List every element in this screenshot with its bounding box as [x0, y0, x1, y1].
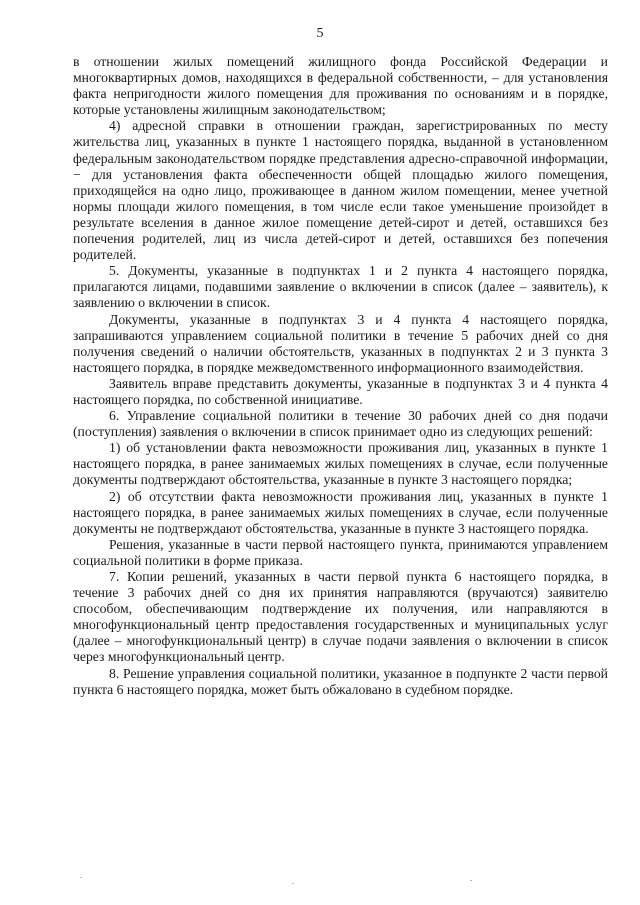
scan-speck [470, 880, 472, 881]
paragraph-applicant-right: Заявитель вправе представить документы, указанные в подпунктах 3 и 4 пункта 4 настоящего порядка, по собственной инициативе. [73, 375, 608, 407]
paragraph-federal-housing: в отношении жилых помещений жилищного фонда Российской Федерации и многоквартирных домов, находящихся в федеральной собственности, – для установления факта непригодности жилого помещения для проживания по основаниям и в порядке, которые установлены жилищным законодательством; [73, 54, 608, 118]
paragraph-decision-1: 1) об установлении факта невозможности проживания лиц, указанных в пункте 1 настоящего порядка, в ранее занимаемых жилых помещениях в случае, если полученные документы подтверждают обстоятельства, указанные в пункте 3 настоящего порядка; [73, 440, 608, 488]
paragraph-item-7: 7. Копии решений, указанных в части первой пункта 6 настоящего порядка, в течение 3 рабочих дней со дня их принятия направляются (вручаются) заявителю способом, обеспечивающим подтверждение их получения, или направляются в многофункциональный центр предоставления государственных и муниципальных услуг (далее – многофункциональный центр) в случае подачи заявления о включении в список через многофункциональный центр. [73, 569, 608, 665]
paragraph-item-6: 6. Управление социальной политики в течение 30 рабочих дней со дня подачи (поступления) заявления о включении в список принимает одно из следующих решений: [73, 408, 608, 440]
paragraph-decision-2: 2) об отсутствии факта невозможности проживания лиц, указанных в пункте 1 настоящего порядка, в ранее занимаемых жилых помещениях в случае, если полученные документы не подтверждают обстоятельства, указанные в пункте 3 настоящего порядка. [73, 488, 608, 536]
paragraph-item-5: 5. Документы, указанные в подпунктах 1 и 2 пункта 4 настоящего порядка, прилагаются лицами, подавшими заявление о включении в список (далее – заявитель), к заявлению о включении в список. [73, 263, 608, 311]
document-body [73, 54, 608, 698]
paragraph-address-certificate: 4) адресной справки в отношении граждан, зарегистрированных по месту жительства лиц, указанных в пункте 1 настоящего порядка, выданной в установленном федеральным законодательством порядке представления адресно-справочной информации, − для установления факта обеспеченности общей площадью жилого помещения, приходящейся на одно лицо, проживающее в данном жилом помещении, менее учетной нормы площади жилого помещения, в том числе если такое уменьшение произойдет в результате вселения в данное жилое помещение детей-сирот и детей, оставшихся без попечения родителей, лиц из числа детей-сирот и детей, оставшихся без попечения родителей. [73, 118, 608, 263]
page-number: 5 [316, 26, 324, 41]
paragraph-item-8: 8. Решение управления социальной политики, указанное в подпункте 2 части первой пункта 6 настоящего порядка, может быть обжаловано в судебном порядке. [73, 665, 608, 697]
paragraph-documents-requested: Документы, указанные в подпунктах 3 и 4 пункта 4 настоящего порядка, запрашиваются управлением социальной политики в течение 5 рабочих дней со дня получения сведений о наличии обстоятельств, указанных в подпунктах 2 и 3 пункта 3 настоящего порядка, в порядке межведомственного информационного взаимодействия. [73, 311, 608, 375]
scan-speck [80, 877, 82, 878]
scan-speck [292, 883, 294, 884]
paragraph-decisions-form: Решения, указанные в части первой настоящего пункта, принимаются управлением социальной политики в форме приказа. [73, 536, 608, 568]
